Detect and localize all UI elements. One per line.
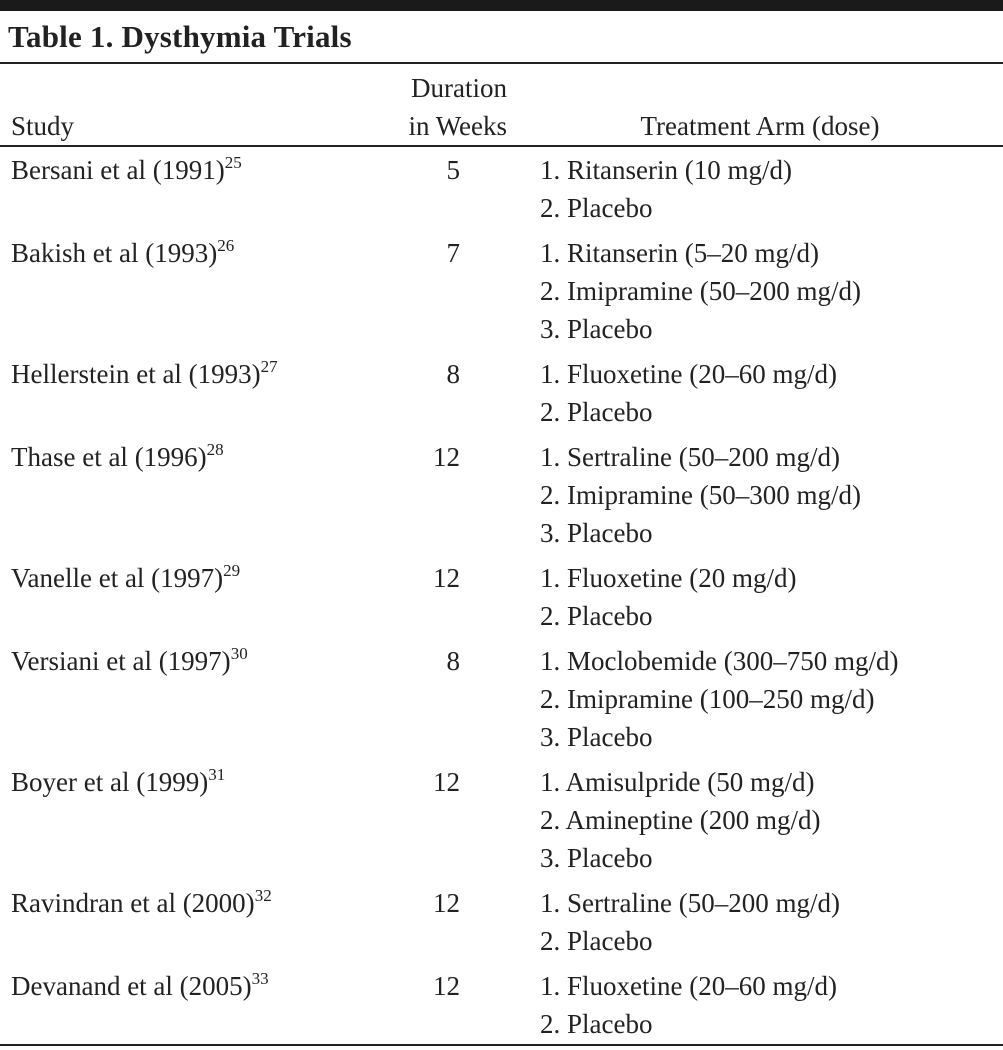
table-row — [0, 763, 1003, 884]
reference-number: 27 — [260, 357, 278, 376]
treatment-cell — [540, 642, 898, 756]
treatment-arm: 2. Placebo — [540, 601, 653, 631]
treatment-arm: 2. Placebo — [540, 1009, 653, 1039]
reference-number: 26 — [217, 236, 235, 255]
title-divider — [0, 62, 1003, 64]
study-name: Thase et al (1996) — [11, 442, 207, 472]
treatment-arm: 1. Fluoxetine (20–60 mg/d) — [540, 971, 837, 1001]
treatment-arm: 2. Amineptine (200 mg/d) — [540, 805, 821, 835]
study-name: Versiani et al (1997) — [11, 646, 231, 676]
treatment-arm: 3. Placebo — [540, 722, 653, 752]
duration-cell: 5 — [446, 155, 460, 185]
treatment-arm: 2. Imipramine (50–200 mg/d) — [540, 276, 861, 306]
duration-cell: 8 — [446, 359, 460, 389]
treatment-arm: 2. Placebo — [540, 193, 653, 223]
treatment-arm: 3. Placebo — [540, 518, 653, 548]
header-duration-line1: Duration — [411, 73, 507, 103]
treatment-cell — [540, 559, 796, 635]
study-name: Boyer et al (1999) — [11, 767, 209, 797]
treatment-arm: 1. Ritanserin (10 mg/d) — [540, 155, 792, 185]
treatment-arm: 3. Placebo — [540, 843, 653, 873]
study-cell — [0, 559, 400, 635]
study-name: Hellerstein et al (1993) — [11, 359, 261, 389]
treatment-cell — [540, 967, 837, 1043]
table-row — [0, 438, 1003, 559]
treatment-arm: 1. Moclobemide (300–750 mg/d) — [540, 646, 899, 676]
study-cell — [0, 642, 400, 756]
top-rule-bar — [0, 0, 1003, 11]
treatment-cell — [540, 763, 820, 877]
header-duration-line2: in Weeks — [408, 111, 507, 141]
table-row — [0, 234, 1003, 355]
treatment-arm: 2. Imipramine (100–250 mg/d) — [540, 684, 875, 714]
study-name: Bersani et al (1991) — [11, 155, 225, 185]
treatment-arm: 2. Placebo — [540, 397, 653, 427]
treatment-arm: 1. Fluoxetine (20 mg/d) — [540, 563, 797, 593]
header-divider — [0, 145, 1003, 147]
reference-number: 30 — [230, 644, 248, 663]
study-name: Bakish et al (1993) — [11, 238, 218, 268]
treatment-arm: 1. Fluoxetine (20–60 mg/d) — [540, 359, 837, 389]
duration-cell: 12 — [433, 888, 460, 918]
table-row — [0, 355, 1003, 438]
treatment-cell — [540, 151, 792, 227]
treatment-arm: 1. Sertraline (50–200 mg/d) — [540, 442, 840, 472]
reference-number: 32 — [254, 886, 272, 905]
duration-cell: 12 — [433, 442, 460, 472]
table-body — [0, 151, 1003, 1050]
treatment-arm: 3. Placebo — [540, 314, 653, 344]
table-row — [0, 967, 1003, 1050]
treatment-cell — [540, 438, 861, 552]
reference-number: 25 — [224, 153, 242, 172]
treatment-arm: 1. Sertraline (50–200 mg/d) — [540, 888, 840, 918]
reference-number: 29 — [223, 561, 241, 580]
header-treatment: Treatment Arm (dose) — [640, 111, 880, 141]
treatment-cell — [540, 234, 861, 348]
treatment-cell — [540, 884, 840, 960]
bottom-rule — [0, 1044, 1003, 1046]
treatment-arm: 2. Imipramine (50–300 mg/d) — [540, 480, 861, 510]
table-row — [0, 151, 1003, 234]
header-study: Study — [11, 111, 75, 141]
study-name: Devanand et al (2005) — [11, 971, 252, 1001]
treatment-arm: 1. Ritanserin (5–20 mg/d) — [540, 238, 819, 268]
duration-cell: 7 — [446, 238, 460, 268]
duration-cell: 12 — [433, 971, 460, 1001]
table-title: Table 1. Dysthymia Trials — [8, 19, 352, 54]
study-cell — [0, 763, 400, 877]
study-cell — [0, 355, 400, 431]
duration-cell: 12 — [433, 563, 460, 593]
study-name: Ravindran et al (2000) — [11, 888, 255, 918]
table-row — [0, 642, 1003, 763]
table-row — [0, 884, 1003, 967]
treatment-arm: 1. Amisulpride (50 mg/d) — [540, 767, 815, 797]
table-row — [0, 559, 1003, 642]
duration-cell: 8 — [446, 646, 460, 676]
study-cell — [0, 967, 400, 1043]
reference-number: 28 — [206, 440, 224, 459]
treatment-arm: 2. Placebo — [540, 926, 653, 956]
study-cell — [0, 234, 400, 348]
study-cell — [0, 438, 400, 552]
reference-number: 33 — [251, 969, 269, 988]
treatment-cell — [540, 355, 837, 431]
header-duration — [370, 69, 507, 145]
study-cell — [0, 884, 400, 960]
duration-cell: 12 — [433, 767, 460, 797]
study-cell — [0, 151, 400, 227]
reference-number: 31 — [208, 765, 226, 784]
study-name: Vanelle et al (1997) — [11, 563, 224, 593]
